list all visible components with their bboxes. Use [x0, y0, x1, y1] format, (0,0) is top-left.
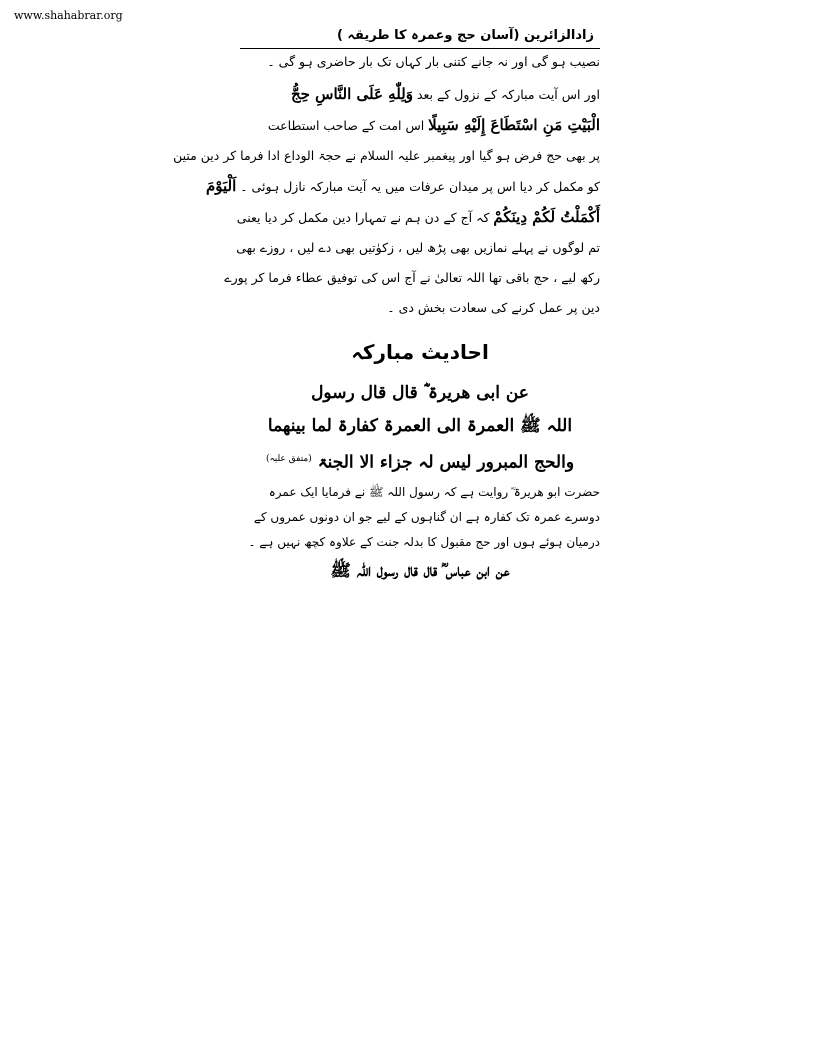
paragraph-line: رکھ لیے ، حج باقی تھا اللہ تعالیٰ نے آج اس کی توفیق عطاء فرما کر پورے — [224, 270, 600, 285]
paragraph-line — [236, 202, 600, 233]
paragraph-line: پر بھی حج فرض ہو گیا اور پیغمبر علیہ السلام نے حجۃ الوداع ادا فرما کر دین متین — [173, 148, 600, 163]
paragraph — [173, 51, 600, 323]
hadith-line: اللہ ﷺ العمرۃ الی العمرۃ کفارۃ لما بینھما — [267, 416, 573, 436]
hadith-1 — [240, 377, 600, 480]
hadith-line: عن ابی ھریرۃ ؓ قال قال رسول — [311, 383, 529, 403]
paragraph-line — [205, 171, 600, 202]
hadith-2 — [240, 555, 600, 588]
paragraph-line-text: کہ آج کے دن ہم نے تمہارا دین مکمل کر دیا یعنی — [236, 210, 490, 225]
translation-line: دوسرے عمرہ تک کفارہ ہے ان گناہوں کے لیے جو ان دونوں عمروں کے — [253, 509, 600, 524]
header-rule — [240, 48, 600, 49]
hadith-line: عن ابن عباس ؓ قال قال رسول اللہ ﷺ — [330, 560, 510, 581]
paragraph-line: تم لوگوں نے پہلے نمازیں بھی پڑھ لیں ، زکوٰتیں بھی دے لیں ، روزے بھی — [236, 240, 600, 255]
translation-line: درمیان ہوئے ہوں اور حج مقبول کا بدلہ جنت کے علاوہ کچھ نہیں ہے ۔ — [248, 534, 600, 549]
paragraph-line — [240, 79, 600, 110]
section-heading: احادیث مبارکہ — [351, 340, 489, 364]
paragraph-line — [240, 110, 600, 141]
site-url[interactable]: www.shahabrar.org — [14, 9, 123, 22]
hadith-1-translation — [240, 480, 600, 555]
hadith-line-text: والحج المبرور لیس لہ جزاء الا الجنۃ — [317, 452, 575, 473]
paragraph-line-text: اور اس آیت مبارکہ کے نزول کے بعد — [416, 87, 600, 102]
quran-verse: اَلْيَوْمَ — [205, 177, 237, 195]
quran-verse: الْبَيْتِ مَنِ اسْتَطَاعَ إِلَيْهِ سَبِيلًا — [428, 116, 600, 134]
paragraph-line-text: کو مکمل کر دیا اس پر میدان عرفات میں یہ آیت مبارکہ نازل ہوئی ۔ — [240, 179, 600, 194]
hadith-reference: (متفق علیہ) — [265, 454, 312, 464]
book-page — [173, 28, 600, 588]
running-head: زادالزائرین (آسان حج وعمرہ کا طریقہ ) — [336, 28, 594, 43]
translation-line: حضرت ابو ھریرۃ ؓ روایت ہے کہ رسول اللہ ﷺ نے فرمایا ایک عمرہ — [268, 484, 600, 499]
paragraph-line-text: اس امت کے صاحب استطاعت — [267, 118, 425, 133]
hadith-line — [240, 443, 600, 480]
paragraph-line: دین پر عمل کرنے کی سعادت بخش دی ۔ — [387, 300, 600, 315]
paragraph-line: نصیب ہو گی اور نہ جانے کتنی بار کہاں تک بار حاضری ہو گی ۔ — [267, 54, 600, 69]
quran-verse: أَكْمَلْتُ لَكُمْ دِينَكُمْ — [493, 208, 600, 226]
quran-verse: وَلِلّٰهِ عَلَى النَّاسِ حِجُّ — [290, 85, 413, 103]
